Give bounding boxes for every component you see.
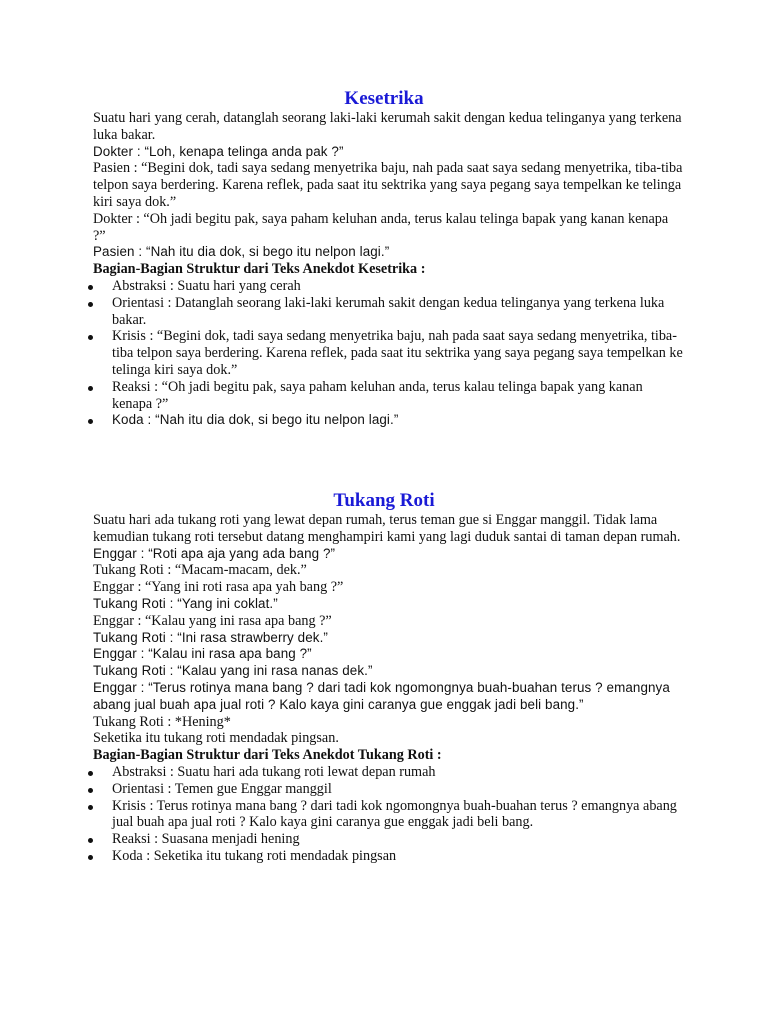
story1-structure-heading: Bagian-Bagian Struktur dari Teks Anekdot Kesetrika : [93,261,426,278]
list-item: Krisis : Terus rotinya mana bang ? dari tadi kok ngomongnya buah-buahan terus ? emangnya abang jual buah apa jual roti ? Kalo kaya gini caranya gue enggak jadi beli bang. [93,798,683,832]
story2-title: Tukang Roti [333,490,435,511]
list-item: Krisis : “Begini dok, tadi saya sedang menyetrika baju, nah pada saat saya sedang menyetrika, tiba-tiba telpon saya berdering. Karena reflek, pada saat itu sektrika yang saya pegang saya tempelkan ke telinga kiri saya dok.” [93,328,683,378]
list-item: Orientasi : Temen gue Enggar manggil [93,781,683,798]
story2-line: Tukang Roti : “Kalau yang ini rasa nanas dek.” [93,663,373,679]
story1-line: Pasien : “Nah itu dia dok, si bego itu nelpon lagi.” [93,244,390,260]
story2-line: Enggar : “Kalau yang ini rasa apa bang ?” [93,612,332,629]
story2-line: Enggar : “Roti apa aja yang ada bang ?” [93,545,336,561]
list-item: Abstraksi : Suatu hari ada tukang roti lewat depan rumah [93,764,683,781]
story1-body [93,110,683,429]
story2-line: Enggar : “Terus rotinya mana bang ? dari tadi kok ngomongnya buah-buahan terus ? emangnya abang jual buah apa jual roti ? Kalo kaya gini caranya gue enggak jadi beli bang.” [93,679,670,712]
story2-structure-heading: Bagian-Bagian Struktur dari Teks Anekdot Tukang Roti : [93,747,442,764]
story2-line: Tukang Roti : “Ini rasa strawberry dek.” [93,629,328,645]
list-item: Koda : Seketika itu tukang roti mendadak pingsan [93,848,683,865]
story2-line: Suatu hari ada tukang roti yang lewat depan rumah, terus teman gue si Enggar manggil. Tidak lama kemudian tukang roti tersebut datang menghampiri kami yang lagi duduk santai di taman depan rumah. [93,512,681,545]
story2-line: Tukang Roti : “Yang ini coklat.” [93,595,278,611]
list-item: Abstraksi : Suatu hari yang cerah [93,278,683,295]
story1-line: Suatu hari yang cerah, datanglah seorang laki-laki kerumah sakit dengan kedua telinganya yang terkena luka bakar. [93,110,682,143]
story2-line: Enggar : “Kalau ini rasa apa bang ?” [93,646,312,662]
story1-line: Pasien : “Begini dok, tadi saya sedang menyetrika baju, nah pada saat saya sedang menyetrika, tiba-tiba telpon saya berdering. Karena reflek, pada saat itu sektrika yang saya pegang saya tempelkan ke telinga kiri saya dok.” [93,160,683,210]
list-item: Koda : “Nah itu dia dok, si bego itu nelpon lagi.” [93,412,683,429]
story1-line: Dokter : “Loh, kenapa telinga anda pak ?” [93,143,344,159]
story1-title: Kesetrika [344,88,424,109]
story2-structure-list [93,764,683,865]
list-item: Reaksi : Suasana menjadi hening [93,831,683,848]
story2-line: Seketika itu tukang roti mendadak pingsan. [93,730,339,747]
story1-line: Dokter : “Oh jadi begitu pak, saya paham keluhan anda, terus kalau telinga bapak yang kanan kenapa ?” [93,210,669,244]
story2-line: Tukang Roti : “Macam-macam, dek.” [93,562,307,579]
story1-structure-list [93,278,683,429]
story2-line: Tukang Roti : *Hening* [93,713,231,730]
story2-body [93,512,683,865]
list-item: Orientasi : Datanglah seorang laki-laki kerumah sakit dengan kedua telinganya yang terkena luka bakar. [93,295,683,329]
list-item: Reaksi : “Oh jadi begitu pak, saya paham keluhan anda, terus kalau telinga bapak yang kanan kenapa ?” [93,379,683,413]
story2-line: Enggar : “Yang ini roti rasa apa yah bang ?” [93,579,344,596]
